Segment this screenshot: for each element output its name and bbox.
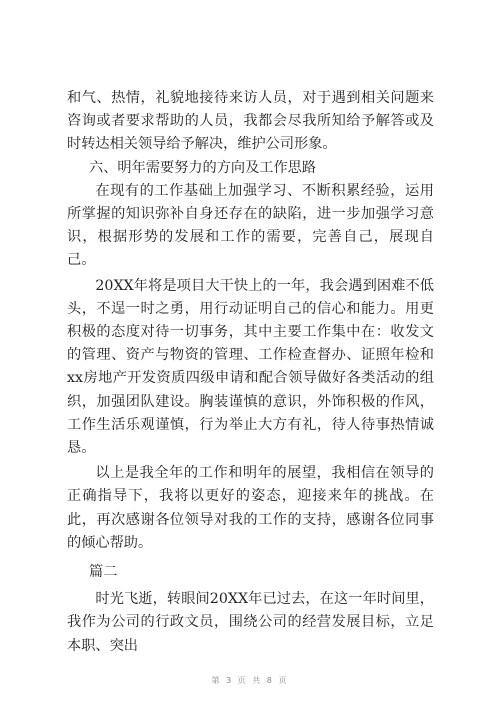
paragraph-reception: 和气、热情，礼貌地接待来访人员，对于遇到相关问题来咨询或者要求帮助的人员，我都会尽我所知给予解答或及时转达相关领导给予解决，维护公司形象。 xyxy=(67,90,434,153)
document-body xyxy=(67,87,434,658)
section-heading-next-year: 六、明年需要努力的方向及工作思路 xyxy=(89,159,317,176)
section-title-part-two: 篇二 xyxy=(89,564,118,581)
page-number-footer: 第 3 页 共 8 页 xyxy=(211,676,289,685)
paragraph-part-two-intro: 时光飞逝，转眼间20XX年已过去，在这一年时间里，我作为公司的行政文员，围绕公司的经营发展目标，立足本职、突出 xyxy=(67,591,434,654)
paragraph-learning: 在现有的工作基础上加强学习、不断积累经验，运用所掌握的知识弥补自身还存在的缺陷，进一步加强学习意识，根据形势的发展和工作的需要，完善自己，展现自己。 xyxy=(67,182,434,269)
paragraph-conclusion: 以上是我全年的工作和明年的展望，我相信在领导的正确指导下，我将以更好的姿态，迎接来年的挑战。在此，再次感谢各位领导对我的工作的支持，感谢各位同事的倾心帮助。 xyxy=(67,465,434,551)
paragraph-work-plan: 20XX年将是项目大干快上的一年，我会遇到困难不低头，不逞一时之勇，用行动证明自己的信心和能力。用更积极的态度对待一切事务，其中主要工作集中在：收发文的管理、资产与物资的管理、工作检查督办、证照年检和xx房地产开发资质四级申请和配合领导做好各类活动的组织，加强团队建设。胸装谨慎的意识，外饰积极的作风，工作生活乐观谨慎，行为举止大方有礼，待人待事热情诚恳。 xyxy=(67,277,434,457)
